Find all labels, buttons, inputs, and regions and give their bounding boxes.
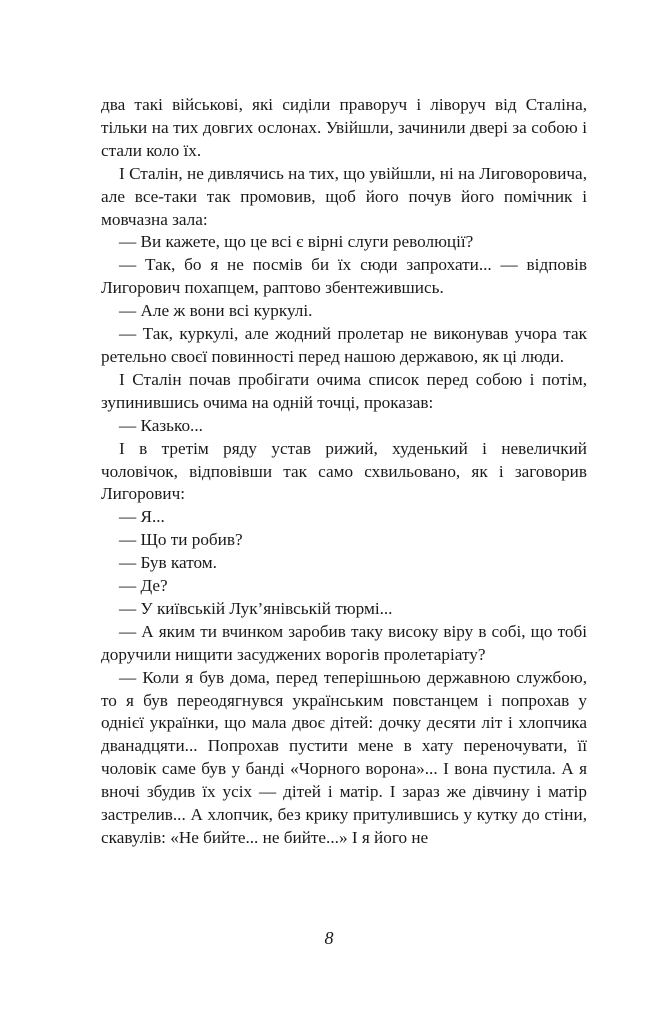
- paragraph-10: — Я...: [119, 507, 165, 527]
- paragraph-14: — У київській Лук’янівській тюрмі...: [119, 598, 393, 618]
- paragraph-1: два такі військові, які сиділи праворуч і ліворуч від Сталіна, тільки на тих довгих ослонах. Увійшли, зачинили двері за собою і стали коло їх.: [101, 95, 587, 160]
- paragraph-4: — Так, бо я не посмів би їх сюди запрохати... — відповів Лигорович похапцем, раптово збентежившись.: [101, 255, 587, 298]
- paragraph-3: — Ви кажете, що це всі є вірні слуги революції?: [119, 232, 474, 252]
- paragraph-13: — Де?: [119, 576, 168, 596]
- page-number: 8: [324, 928, 334, 948]
- page-body: [101, 94, 587, 850]
- paragraph-7: І Сталін почав пробігати очима список перед собою і потім, зупинившись очима на одній точці, проказав:: [101, 369, 587, 412]
- paragraph-16: — Коли я був дома, перед теперішньою державною службою, то я був переодягнувся українським повстанцем і попрохав у однієї українки, що мала двоє дітей: дочку десяти літ і хлопчика дванадцяти... Попрохав пустити мене в хату переночувати, її чоловік саме був у банді «Чорного ворона»... І вона пустила. А я вночі збудив їх усіх — дітей і матір. І зараз же дівчину і матір застрелив... А хлопчик, без крику притулившись у кутку до стіни, скавулів: «Не бийте... не бийте...» І я його не: [101, 667, 587, 847]
- paragraph-8: — Казько...: [119, 415, 203, 435]
- paragraph-9: І в третім ряду устав рижий, худенький і невеличкий чоловічок, відповівши так само схвильовано, як і заговорив Лигорович:: [101, 438, 587, 504]
- paragraph-6: — Так, куркулі, але жодний пролетар не виконував учора так ретельно своєї повинності перед нашою державою, як ці люди.: [101, 324, 587, 366]
- paragraph-12: — Був катом.: [119, 553, 217, 573]
- paragraph-5: — Але ж вони всі куркулі.: [119, 301, 313, 321]
- paragraph-15: — А яким ти вчинком заробив таку високу віру в собі, що тобі доручили нищити засуджених ворогів пролетаріату?: [101, 621, 587, 664]
- paragraph-11: — Що ти робив?: [119, 530, 243, 550]
- paragraph-2: І Сталін, не дивлячись на тих, що увійшли, ні на Лиговоровича, але все-таки так промовив, щоб його почув його помічник і мовчазна зала:: [101, 163, 587, 229]
